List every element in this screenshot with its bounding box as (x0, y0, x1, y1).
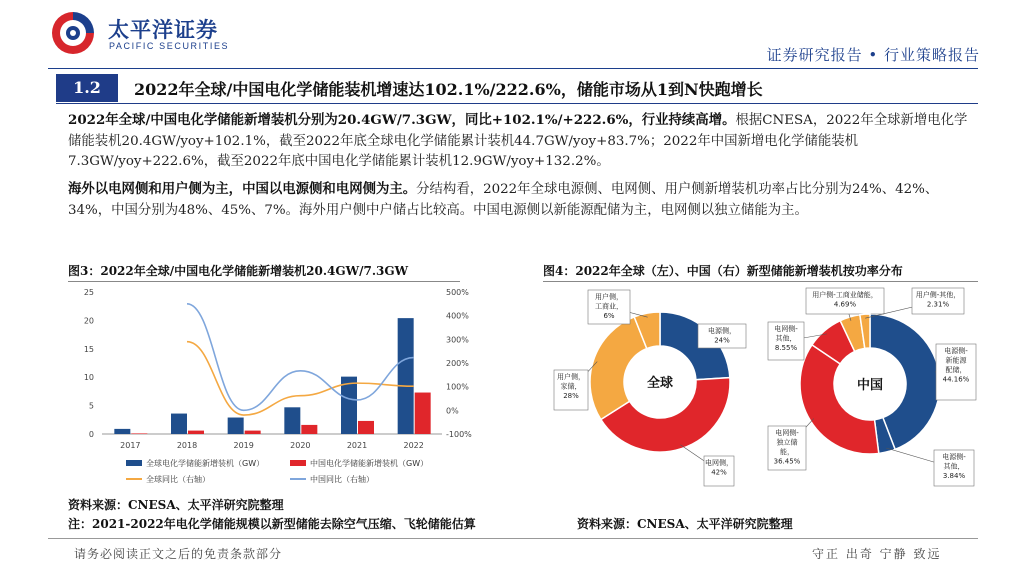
legend-label: 全球电化学储能新增装机（GW） (146, 459, 265, 468)
slice-label: 家储， (560, 382, 582, 391)
slice-label: 24% (714, 336, 730, 345)
slice-label: 8.55% (774, 344, 798, 352)
slice-label: 44.16% (942, 375, 970, 384)
legend-swatch (290, 460, 306, 466)
slice-label: 其他， (943, 462, 965, 471)
logo-chinese-name: 太平洋证券 (108, 18, 218, 42)
y-right-tick-label: 400% (446, 311, 469, 321)
bar-china (301, 425, 317, 434)
bar-china (245, 431, 261, 434)
bar-global (284, 407, 300, 434)
y-left-tick-label: 5 (88, 401, 94, 411)
section-number: 1.2 (56, 74, 118, 102)
figure-4-title-rule (543, 281, 978, 282)
footer-motto: 守正 出奇 宁静 致远 (812, 547, 942, 561)
slice-label: 用户侧， (557, 373, 585, 381)
y-right-tick-label: 500% (446, 288, 469, 297)
paragraph-structure (68, 179, 978, 221)
slice-label: 电网侧， (705, 459, 733, 467)
slice-label: 用户侧， (595, 293, 623, 301)
slice-label: 42% (711, 468, 727, 477)
slice-label: 28% (563, 392, 579, 400)
figure-3-source: 资料来源：CNESA、太平洋研究院整理 (68, 498, 284, 512)
section-title: 2022年全球/中国电化学储能装机增速达102.1%/222.6%，储能市场从1到N快跑增长 (134, 80, 763, 99)
figure-4-china-donut (766, 284, 980, 494)
y-left-tick-label: 15 (83, 344, 94, 354)
slice-label: 6% (603, 312, 615, 320)
legend-label: 全球同比（右轴） (146, 475, 210, 484)
footer-divider (48, 538, 978, 539)
bar-china (415, 393, 431, 434)
slice-label: 36.45% (773, 457, 801, 466)
legend-label: 中国电化学储能新增装机（GW） (310, 459, 429, 468)
y-left-tick-label: 10 (83, 373, 94, 383)
slice-label: 3.84% (942, 472, 966, 480)
donut-center-label: 中国 (856, 378, 884, 393)
report-type-label: 证券研究报告 • 行业策略报告 (766, 46, 980, 64)
slice-label: 能， (780, 448, 794, 456)
legend-label: 中国同比（右轴） (310, 475, 374, 484)
slice-label: 用户侧-工商业储能， (812, 291, 878, 299)
x-tick-label: 2020 (290, 441, 311, 450)
bar-china (188, 431, 204, 434)
slice-label: 电源侧， (708, 327, 736, 335)
bar-global (228, 418, 244, 434)
figure-4-source: 资料来源：CNESA、太平洋研究院整理 (577, 517, 793, 531)
slice-label: 电网侧- (775, 429, 799, 437)
slice-label: 独立储 (776, 438, 798, 447)
slice-label: 电网侧- (774, 325, 798, 333)
company-logo-icon (48, 8, 98, 58)
paragraph-1-lead: 2022年全球/中国电化学储能新增装机分别为20.4GW/7.3GW，同比+102.1%/+222.6%，行业持续高增。 (68, 112, 736, 128)
y-right-tick-label: -100% (446, 430, 472, 439)
logo-english-name: PACIFIC SECURITIES (109, 41, 230, 51)
y-right-tick-label: 300% (446, 335, 469, 345)
bar-china (131, 433, 147, 434)
slice-label: 2.31% (926, 300, 950, 309)
paragraph-1-body: 根据CNESA，2022年全球新增电化学储能装机20.4GW/yoy+102.1%，截至2022年底全球电化学储能累计装机44.7GW/yoy+83.7%；2022年中国新增电化学储能装机7.3GW/yoy+222.6%，截至2022年底中国电化学储能累计装机12.9GW/yoy+132.2%。 (68, 113, 968, 169)
x-tick-label: 2018 (176, 441, 198, 450)
slice-label: 4.69% (833, 300, 857, 309)
figure-3-title-rule (68, 281, 460, 282)
y-right-tick-label: 100% (446, 382, 469, 392)
slice-label: 配储， (945, 366, 967, 374)
line-global-yoy (187, 342, 414, 415)
x-tick-label: 2019 (233, 441, 254, 450)
bar-china (358, 421, 374, 434)
y-left-tick-label: 20 (83, 316, 94, 326)
slice-label: 电源侧- (944, 347, 968, 355)
slice-label: 电源侧- (942, 453, 966, 461)
x-tick-label: 2017 (120, 441, 141, 450)
bar-global (171, 414, 187, 434)
figure-4-title: 图4：2022年全球（左）、中国（右）新型储能新增装机按功率分布 (543, 264, 903, 278)
footer-disclaimer: 请务必阅读正文之后的免责条款部分 (74, 547, 283, 561)
line-china-yoy (187, 304, 414, 411)
paragraph-2-body: 分结构看，2022年全球电源侧、电网侧、用户侧新增装机功率占比分别为24%、42%、34%，中国分别为48%、45%、7%。海外用户侧中户储占比较高。中国电源侧以新能源配储为主，电网侧以独立储能为主。 (68, 182, 939, 218)
figure-3-combo-chart (62, 284, 482, 494)
slice-label: 新能源 (945, 356, 967, 365)
paragraph-global-china-install (68, 110, 978, 173)
paragraph-2-lead: 海外以电网侧和用户侧为主，中国以电源侧和电网侧为主。 (68, 181, 417, 197)
slice-label: 工商业， (595, 302, 623, 311)
header-divider (48, 68, 978, 69)
donut-slice (590, 317, 647, 420)
x-tick-label: 2021 (346, 441, 368, 450)
slice-label: 其他， (775, 334, 797, 343)
legend-swatch (126, 460, 142, 466)
y-left-tick-label: 0 (88, 430, 94, 439)
y-left-tick-label: 25 (83, 288, 94, 297)
slice-label: 用户侧-其他， (915, 291, 961, 299)
figure-4-global-donut (548, 284, 770, 494)
bar-global (398, 318, 414, 434)
y-right-tick-label: 0% (446, 406, 459, 416)
section-divider (56, 103, 978, 104)
bar-global (114, 429, 130, 434)
figure-3-title: 图3：2022年全球/中国电化学储能新增装机20.4GW/7.3GW (68, 264, 409, 278)
y-right-tick-label: 200% (446, 359, 469, 368)
donut-center-label: 全球 (646, 376, 674, 391)
figure-3-note: 注：2021-2022年电化学储能规模以新型储能去除空气压缩、飞轮储能估算 (68, 517, 476, 531)
x-tick-label: 2022 (403, 441, 424, 450)
